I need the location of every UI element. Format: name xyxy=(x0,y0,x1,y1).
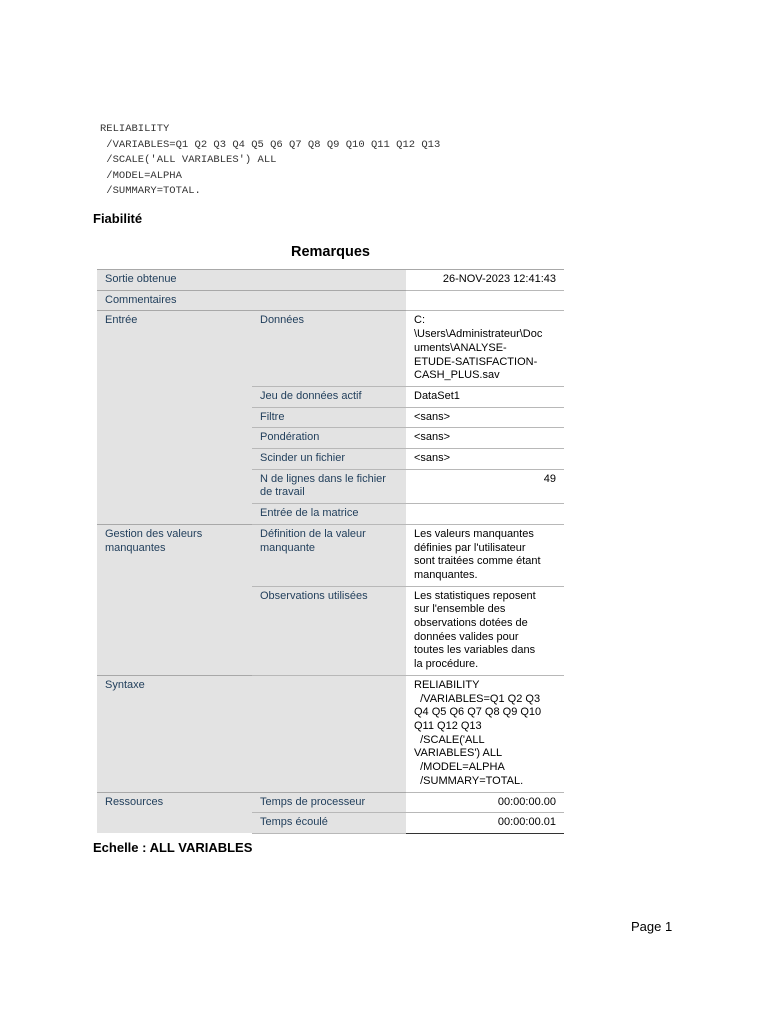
notes-table-title: Remarques xyxy=(291,244,370,260)
cell-ecoule: 00:00:00.01 xyxy=(406,813,564,834)
cell-nlignes: 49 xyxy=(406,469,564,503)
table-row xyxy=(97,290,564,311)
page-number: Page 1 xyxy=(631,919,673,934)
syntax-block: RELIABILITY /VARIABLES=Q1 Q2 Q3 Q4 Q5 Q6 Q7 Q8 Q9 Q10 Q11 Q12 Q13 /SCALE('ALL VARIABLES') ALL /MODEL=ALPHA /SUMMARY=TOTAL. xyxy=(100,123,441,197)
cell-sortie: 26-NOV-2023 12:41:43 xyxy=(406,270,564,291)
cell-matrice xyxy=(406,504,564,525)
cell-processeur: 00:00:00.00 xyxy=(406,792,564,813)
cell-definition: Les valeurs manquantes définies par l'utilisateur sont traitées comme étant manquantes. xyxy=(406,524,564,586)
row-label-ecoule: Temps écoulé xyxy=(252,813,406,834)
row-label-gestion: Gestion des valeurs manquantes xyxy=(97,524,252,675)
row-label-scinder: Scinder un fichier xyxy=(252,449,406,470)
cell-syntaxe: RELIABILITY /VARIABLES=Q1 Q2 Q3 Q4 Q5 Q6 Q7 Q8 Q9 Q10 Q11 Q12 Q13 /SCALE('ALL VARIABLES') ALL /MODEL=ALPHA /SUMMARY=TOTAL. xyxy=(406,675,564,792)
cell-filtre: <sans> xyxy=(406,407,564,428)
table-row xyxy=(97,270,564,291)
row-label-filtre: Filtre xyxy=(252,407,406,428)
row-label-syntaxe: Syntaxe xyxy=(97,675,406,792)
cell-scinder: <sans> xyxy=(406,449,564,470)
cell-observations: Les statistiques reposent sur l'ensemble des observations dotées de données valides pour toutes les variables dans la procédure. xyxy=(406,586,564,675)
notes-table xyxy=(97,269,564,834)
row-label-sortie: Sortie obtenue xyxy=(97,270,406,291)
table-row xyxy=(97,524,564,586)
row-label-processeur: Temps de processeur xyxy=(252,792,406,813)
row-label-ressources: Ressources xyxy=(97,792,252,833)
cell-ponderation: <sans> xyxy=(406,428,564,449)
scale-title: Echelle : ALL VARIABLES xyxy=(93,840,253,855)
row-label-jeu: Jeu de données actif xyxy=(252,386,406,407)
table-row xyxy=(97,311,564,387)
row-label-definition: Définition de la valeur manquante xyxy=(252,524,406,586)
row-label-donnees: Données xyxy=(252,311,406,387)
cell-donnees: C: \Users\Administrateur\Doc uments\ANALYSE- ETUDE-SATISFACTION- CASH_PLUS.sav xyxy=(406,311,564,387)
row-label-observations: Observations utilisées xyxy=(252,586,406,675)
row-label-ponderation: Pondération xyxy=(252,428,406,449)
table-row xyxy=(97,675,564,792)
row-label-entree: Entrée xyxy=(97,311,252,524)
cell-commentaires xyxy=(406,290,564,311)
row-label-commentaires: Commentaires xyxy=(97,290,406,311)
cell-jeu: DataSet1 xyxy=(406,386,564,407)
row-label-nlignes: N de lignes dans le fichier de travail xyxy=(252,469,406,503)
section-title: Fiabilité xyxy=(93,211,143,226)
table-row xyxy=(97,792,564,813)
row-label-matrice: Entrée de la matrice xyxy=(252,504,406,525)
